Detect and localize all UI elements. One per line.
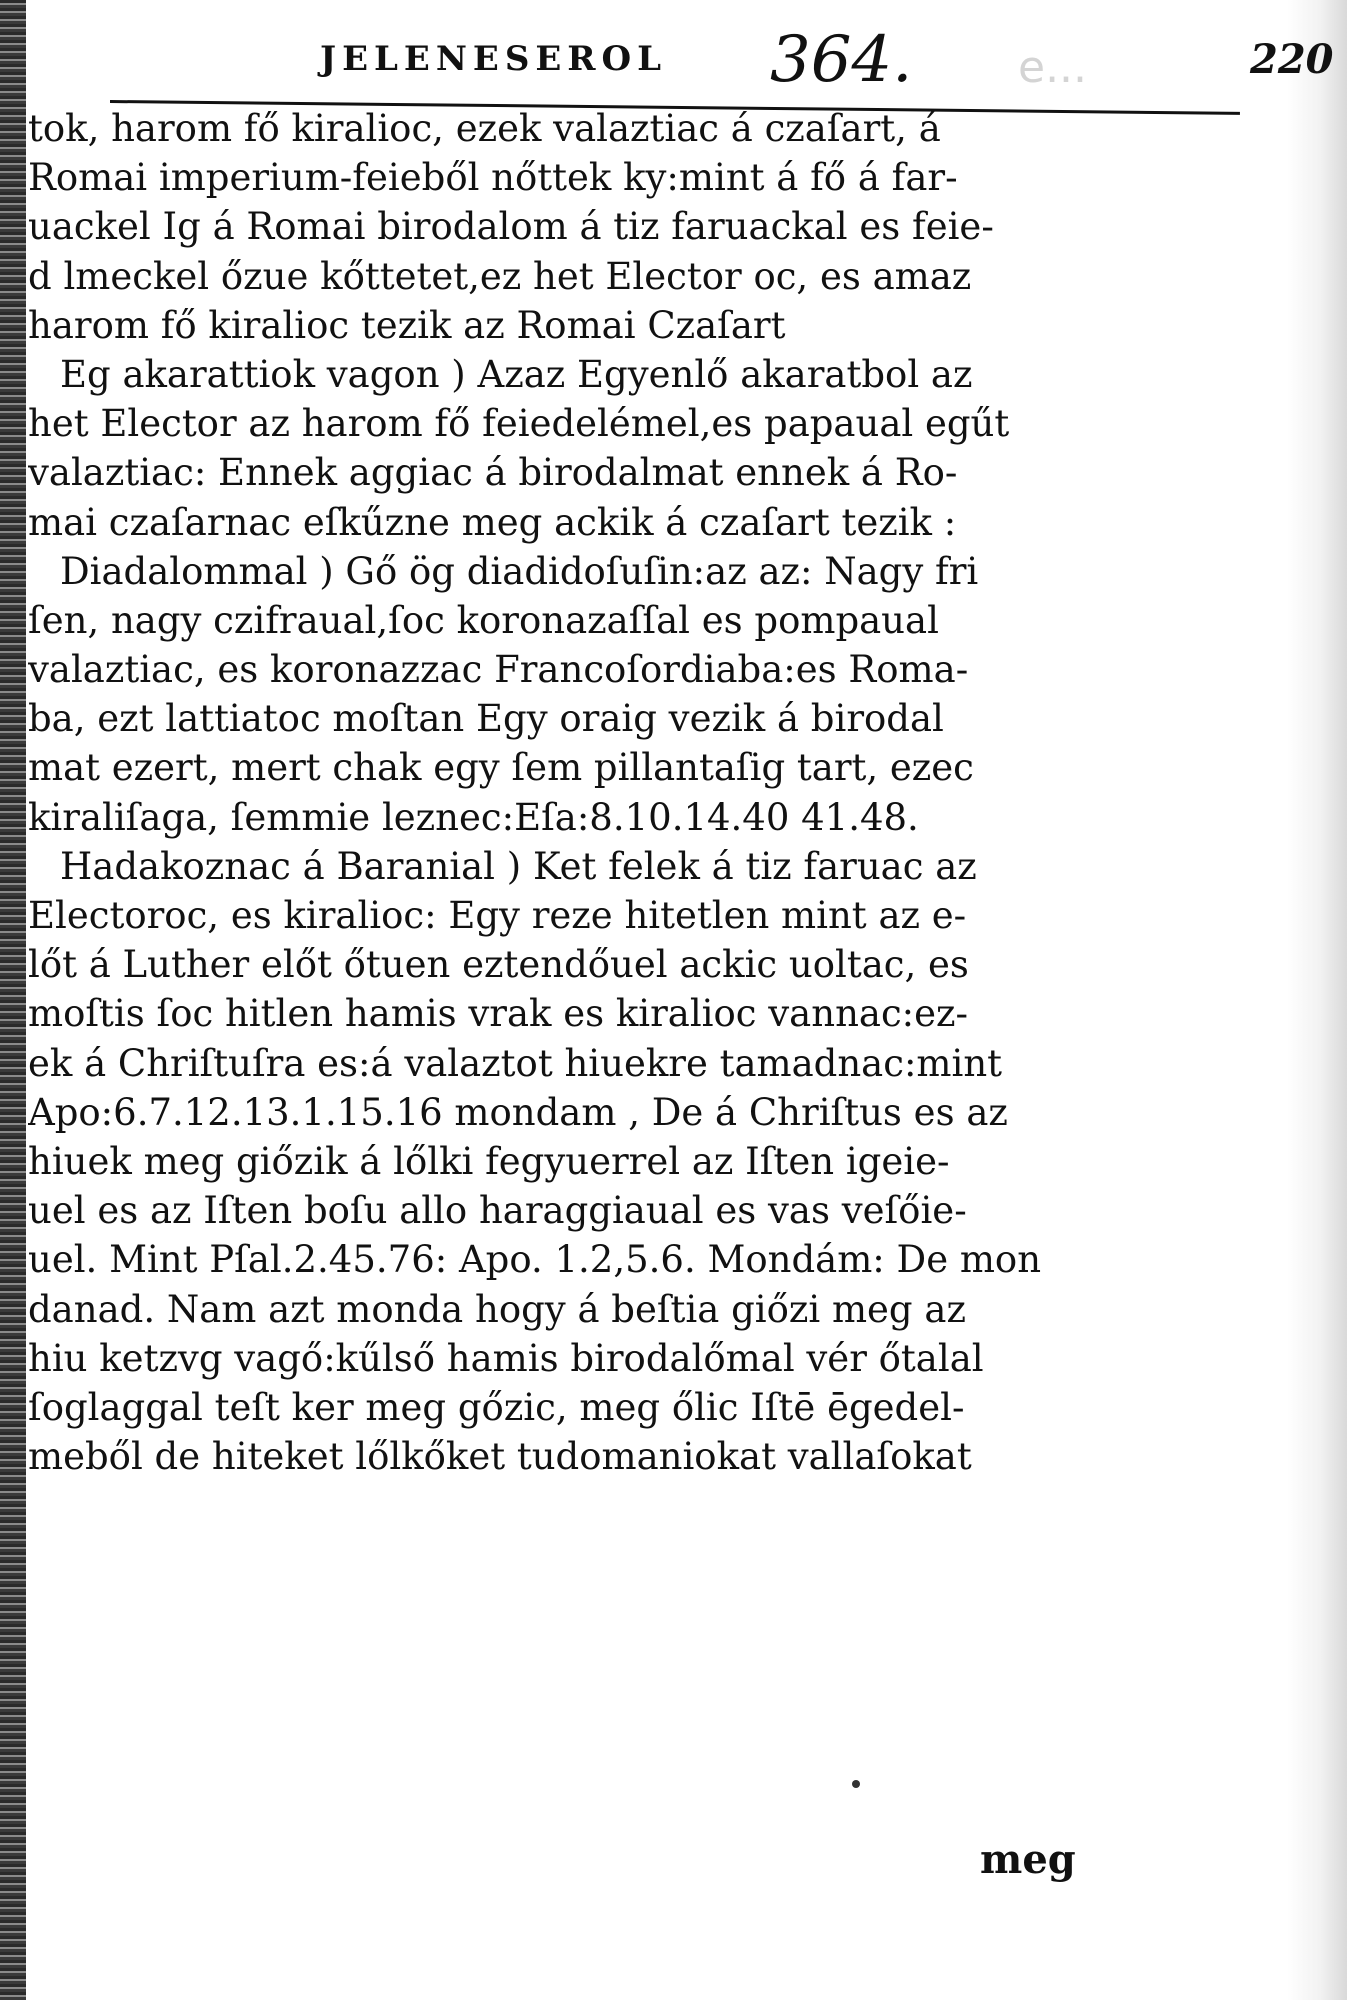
text-line: mai czaſarnac eſkűzne meg ackik á czaſart tezik : (28, 500, 957, 544)
text-line: uel es az Iſten boſu allo haraggiaual es vas veſőie- (28, 1189, 967, 1233)
sheet-number: 220 (1250, 36, 1334, 83)
text-line: valaztiac: Ennek aggiac á birodalmat ennek á Ro- (28, 451, 958, 495)
text-line: ſen, nagy czifraual,ſoc koronazaſſal es pompaual (28, 598, 939, 642)
body-text (28, 104, 1113, 1744)
faded-mark: e... (1018, 42, 1088, 93)
text-line: ſoglaggal teſt ker meg gőzic, meg őlic Iſtē ēgedel- (28, 1385, 965, 1429)
text-line: d lmeckel őzue kőttetet,ez het Elector oc, es amaz (28, 254, 972, 298)
text-line: valaztiac, es koronazzac Francoſordiaba:es Roma- (28, 648, 969, 692)
text-line: uel. Mint Pſal.2.45.76: Apo. 1.2,5.6. Mondám: De mon (28, 1238, 1042, 1282)
page-number-handwritten: 364. (770, 23, 913, 97)
text-line: lőt á Luther előt őtuen eztendőuel ackic uoltac, es (28, 943, 969, 987)
text-line: Apo:6.7.12.13.1.15.16 mondam , De á Chriſtus es az (28, 1090, 1008, 1134)
text-line: Romai imperium-feieből nőttek ky:mint á fő á far- (28, 156, 958, 200)
text-line: Electoroc, es kiralioc: Egy reze hitetlen mint az e- (28, 894, 967, 937)
lemma-line: Eg akarattiok vagon ) Azaz Egyenlő akaratbol az (60, 352, 973, 396)
text-line: meből de hiteket lőlkőket tudomaniokat vallaſokat (28, 1435, 972, 1479)
text-line: kiraliſaga, ſemmie leznec:Eſa:8.10.14.40 41.48. (28, 795, 919, 839)
text-line: hiu ketzvg vagő:kűlső hamis birodalőmal vér őtalal (28, 1336, 984, 1380)
running-head: JELENESEROL (320, 39, 668, 79)
text-line: tok, harom fő kiralioc, ezek valaztiac á czaſart, á (28, 107, 941, 150)
text-line: hiuek meg giőzik á lőlki fegyuerrel az Iſten igeie- (28, 1139, 950, 1183)
lemma-line: Diadalommal ) Gő ög diadidoſuſin:az az: Nagy fri (60, 549, 979, 593)
catchword: meg (980, 1836, 1076, 1883)
text-line: moſtis ſoc hitlen hamis vrak es kiralioc vannac:ez- (28, 992, 969, 1036)
binding-edge (0, 0, 26, 2000)
ink-speck (852, 1780, 860, 1788)
scan-edge-shadow (1287, 0, 1347, 2000)
text-line: mat ezert, mert chak egy ſem pillantaſig tart, ezec (28, 746, 974, 790)
text-line: harom fő kiralioc tezik az Romai Czaſart (28, 303, 786, 347)
text-line: ba, ezt lattiatoc moſtan Egy oraig vezik á birodal (28, 697, 944, 741)
text-line: het Elector az harom fő feiedelémel,es papaual egűt (28, 402, 1010, 446)
lemma-line: Hadakoznac á Baranial ) Ket felek á tiz faruac az (60, 844, 977, 888)
text-line: danad. Nam azt monda hogy á beſtia giőzi meg az (28, 1287, 966, 1331)
text-line: uackel Ig á Romai birodalom á tiz faruackal es feie- (28, 205, 994, 249)
text-line: ek á Chriſtuſra es:á valaztot hiuekre tamadnac:mint (28, 1041, 1003, 1085)
